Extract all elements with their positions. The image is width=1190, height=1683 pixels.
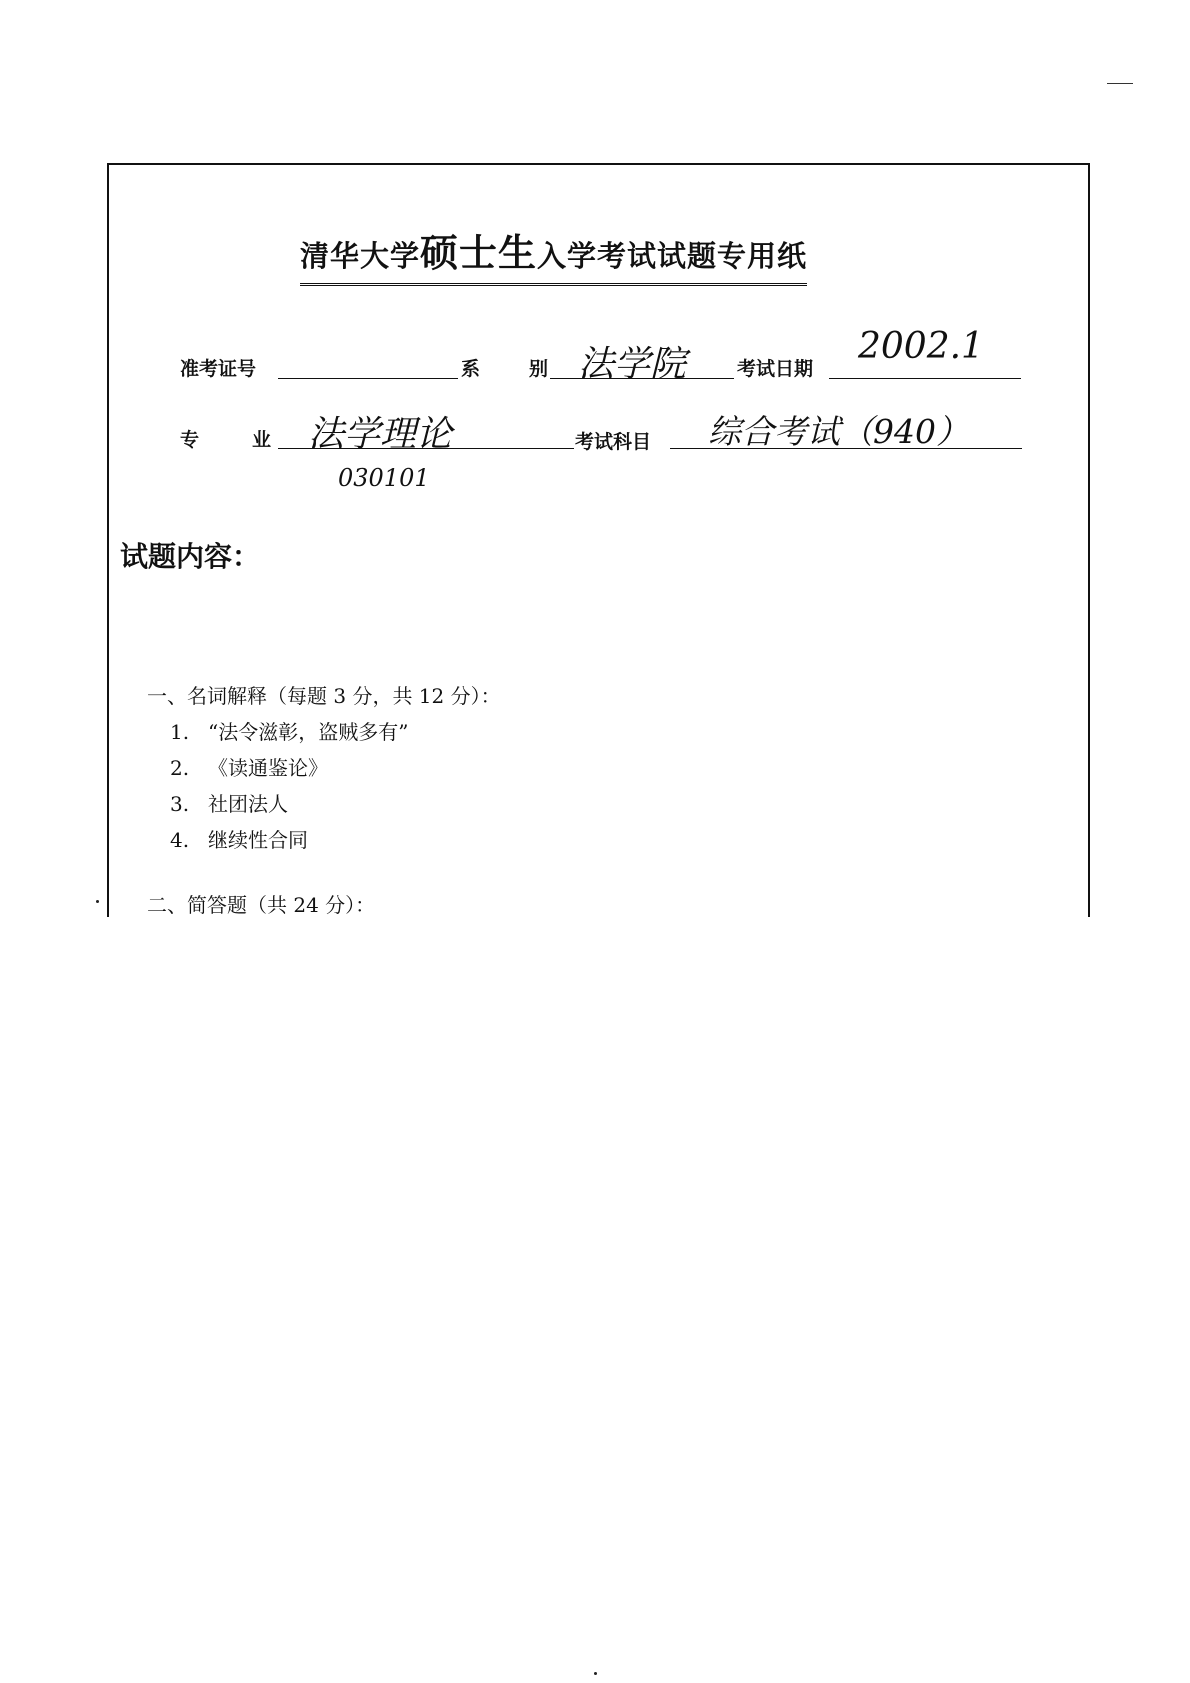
scan-speck xyxy=(96,900,99,903)
subject-value: 综合考试（940） xyxy=(708,412,969,451)
item-text: “法令滋彰，盗贼多有” xyxy=(208,720,409,744)
item-text: 《读通鉴论》 xyxy=(208,756,328,780)
item-number: 3. xyxy=(170,792,190,816)
content-heading: 试题内容： xyxy=(120,540,261,573)
date-field xyxy=(829,378,1021,379)
dept-label-1: 系 xyxy=(461,358,481,380)
major-value: 法学理论 xyxy=(308,414,453,455)
item-text: 社团法人 xyxy=(208,792,288,816)
item-number: 4. xyxy=(170,828,190,852)
major-label-2: 业 xyxy=(252,429,272,451)
title-suffix: 入学考试试题专用纸 xyxy=(537,239,808,273)
dept-value: 法学院 xyxy=(578,344,687,385)
list-item xyxy=(170,788,288,817)
section-1-title: 一、名词解释（每题 3 分，共 12 分）： xyxy=(147,684,501,708)
exam-id-label: 准考证号 xyxy=(180,358,257,380)
section-2-title: 二、简答题（共 24 分）： xyxy=(147,893,376,917)
subject-label: 考试科目 xyxy=(575,431,652,453)
item-number: 1. xyxy=(170,720,190,744)
subject-field xyxy=(670,448,1022,449)
title-degree: 硕士生 xyxy=(420,231,538,275)
date-label: 考试日期 xyxy=(737,358,814,380)
page-title xyxy=(300,222,807,286)
list-item xyxy=(170,752,328,781)
list-item xyxy=(170,824,308,853)
scan-speck xyxy=(594,1672,597,1675)
list-item xyxy=(170,716,408,745)
dept-label-2: 别 xyxy=(529,358,549,380)
exam-id-field xyxy=(278,378,458,379)
item-number: 2. xyxy=(170,756,190,780)
item-text: 继续性合同 xyxy=(208,828,308,852)
major-code: 030101 xyxy=(338,464,430,492)
dept-field xyxy=(550,378,734,379)
corner-mark xyxy=(1107,83,1133,84)
major-field xyxy=(278,448,574,449)
title-prefix: 清华大学 xyxy=(300,239,421,273)
major-label-1: 专 xyxy=(180,429,200,451)
date-value: 2002.1 xyxy=(858,326,984,367)
